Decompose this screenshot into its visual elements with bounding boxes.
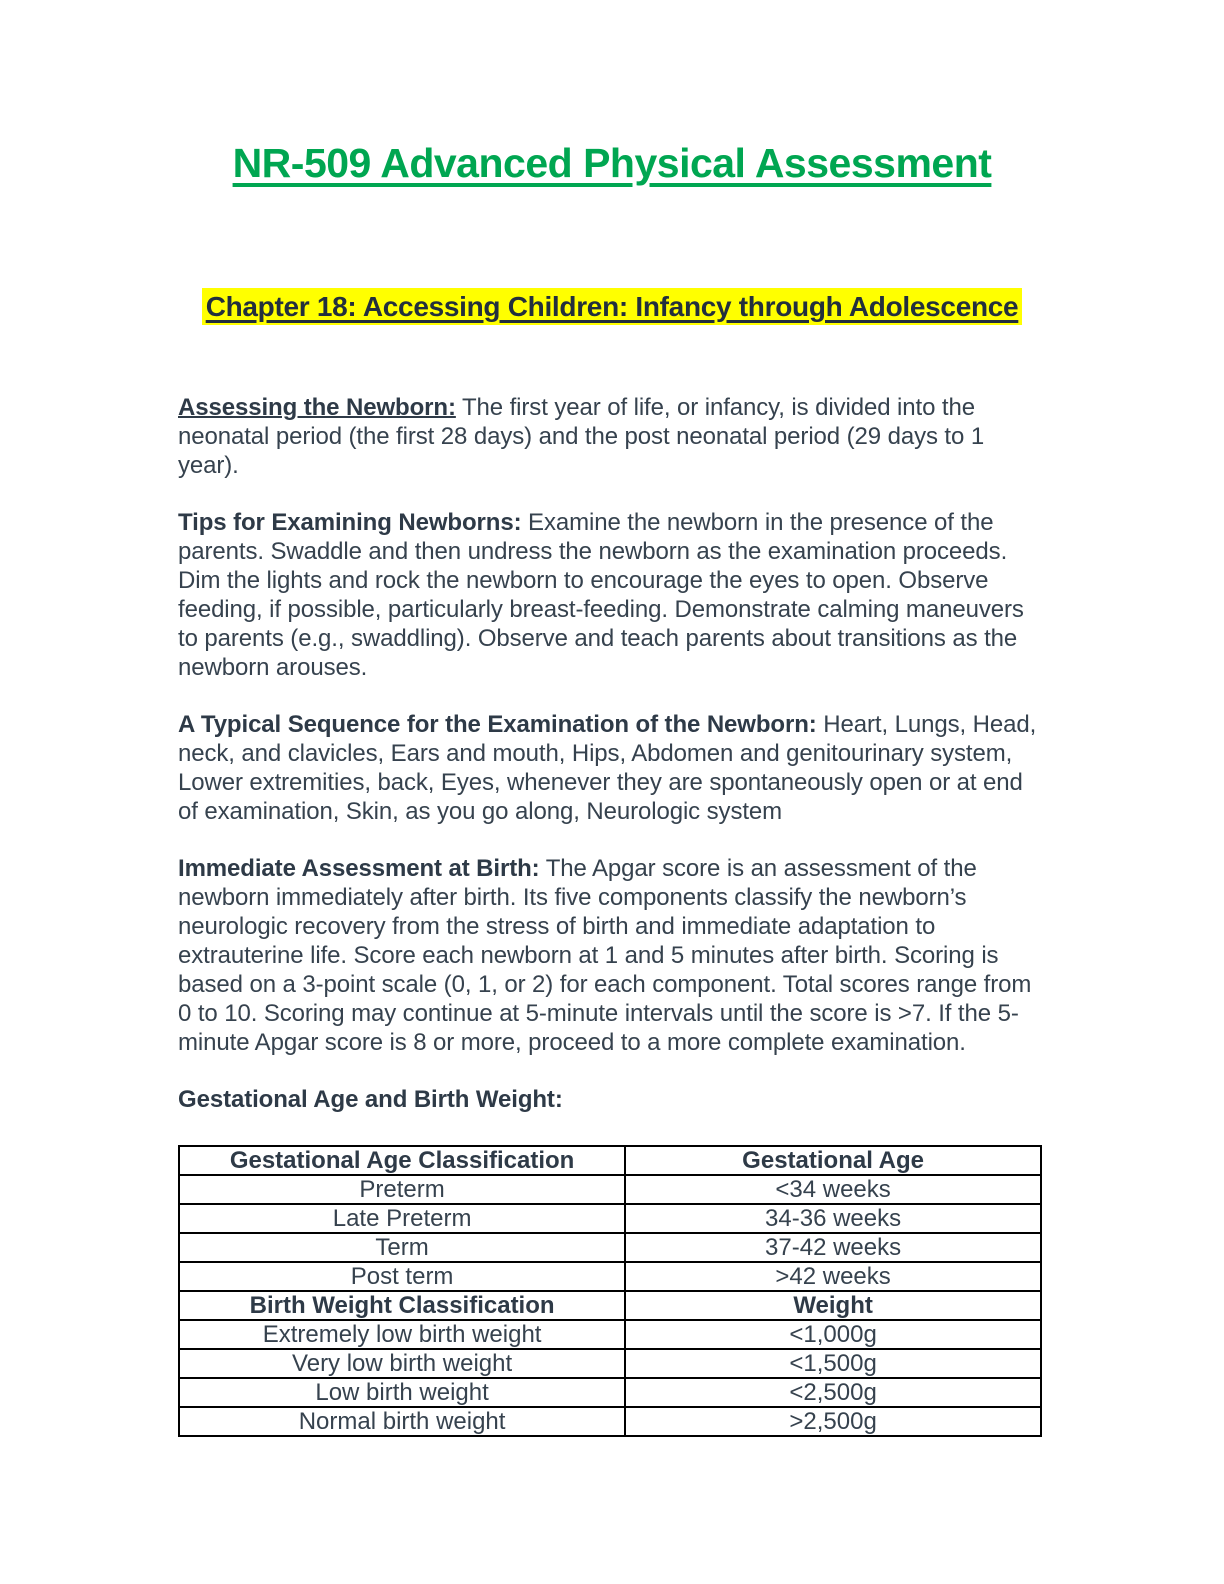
paragraph-lead: Immediate Assessment at Birth: [178,855,540,882]
paragraph-text: Examine the newborn in the presence of the parents. Swaddle and then undress the newborn as the examination proceeds. Dim the lights and rock the newborn to encourage the eyes to open. Observe feeding, if possible, particularly breast-feeding. Demonstrate calming maneuvers to parents (e.g., swaddling). Observe and teach parents about transitions as the newborn arouses. [178,509,1024,681]
paragraph-text: The first year of life, or infancy, is divided into the neonatal period (the first 28 days) and the post neonatal period (29 days to 1 year). [178,394,985,479]
table-row [179,1262,1041,1291]
table-cell-classification: Late Preterm [179,1204,625,1233]
paragraph-lead: Gestational Age and Birth Weight: [178,1086,563,1113]
paragraph-text: The Apgar score is an assessment of the newborn immediately after birth. Its five components classify the newborn’s neurologic recovery from the stress of birth and immediate adaptation to extrauterine life. Score each newborn at 1 and 5 minutes after birth. Scoring is based on a 3-point scale (0, 1, or 2) for each component. Total scores range from 0 to 10. Scoring may continue at 5-minute intervals until the score is >7. If the 5-minute Apgar score is 8 or more, proceed to a more complete examination. [178,855,1032,1056]
table-row [179,1407,1041,1436]
table-cell-classification: Term [179,1233,625,1262]
table-cell-value: 34-36 weeks [625,1204,1041,1233]
table-cell-classification: Birth Weight Classification [179,1291,625,1320]
table-cell-classification: Normal birth weight [179,1407,625,1436]
chapter-heading: Chapter 18: Accessing Children: Infancy through Adolescence [202,288,1023,325]
table-cell-classification: Low birth weight [179,1378,625,1407]
table-cell-value: Weight [625,1291,1041,1320]
paragraph-tips-examining-newborns [178,508,1046,682]
table-cell-classification: Extremely low birth weight [179,1320,625,1349]
table-cell-value: <2,500g [625,1378,1041,1407]
table-header-row [179,1291,1041,1320]
paragraph-lead: A Typical Sequence for the Examination of the Newborn: [178,711,817,738]
table-row [179,1378,1041,1407]
paragraph-typical-sequence [178,710,1046,826]
document-body [178,393,1046,1437]
paragraph-assessing-newborn [178,393,1046,480]
table-cell-value: <34 weeks [625,1175,1041,1204]
paragraph-gestational-age-heading [178,1085,1046,1114]
paragraph-lead: Assessing the Newborn: [178,394,456,421]
table-row [179,1233,1041,1262]
table-row [179,1175,1041,1204]
table-row [179,1320,1041,1349]
table-cell-classification: Very low birth weight [179,1349,625,1378]
table-cell-classification: Gestational Age Classification [179,1146,625,1175]
table-cell-classification: Preterm [179,1175,625,1204]
table-header-row [179,1146,1041,1175]
gestational-age-birth-weight-table [178,1145,1042,1437]
table-cell-value: >42 weeks [625,1262,1041,1291]
table-cell-value: >2,500g [625,1407,1041,1436]
table-cell-classification: Post term [179,1262,625,1291]
chapter-heading-row [178,291,1046,323]
table-cell-value: <1,500g [625,1349,1041,1378]
table-row [179,1349,1041,1378]
table-row [179,1204,1041,1233]
table-cell-value: <1,000g [625,1320,1041,1349]
table-cell-value: Gestational Age [625,1146,1041,1175]
paragraph-text: Heart, Lungs, Head, neck, and clavicles, Ears and mouth, Hips, Abdomen and genitourinary system, Lower extremities, back, Eyes, whenever they are spontaneously open or at end of examination, Skin, as you go along, Neurologic system [178,711,1037,825]
paragraph-lead: Tips for Examining Newborns: [178,509,522,536]
table-cell-value: 37-42 weeks [625,1233,1041,1262]
paragraph-immediate-assessment [178,854,1046,1057]
document-title: NR-509 Advanced Physical Assessment [232,140,992,186]
